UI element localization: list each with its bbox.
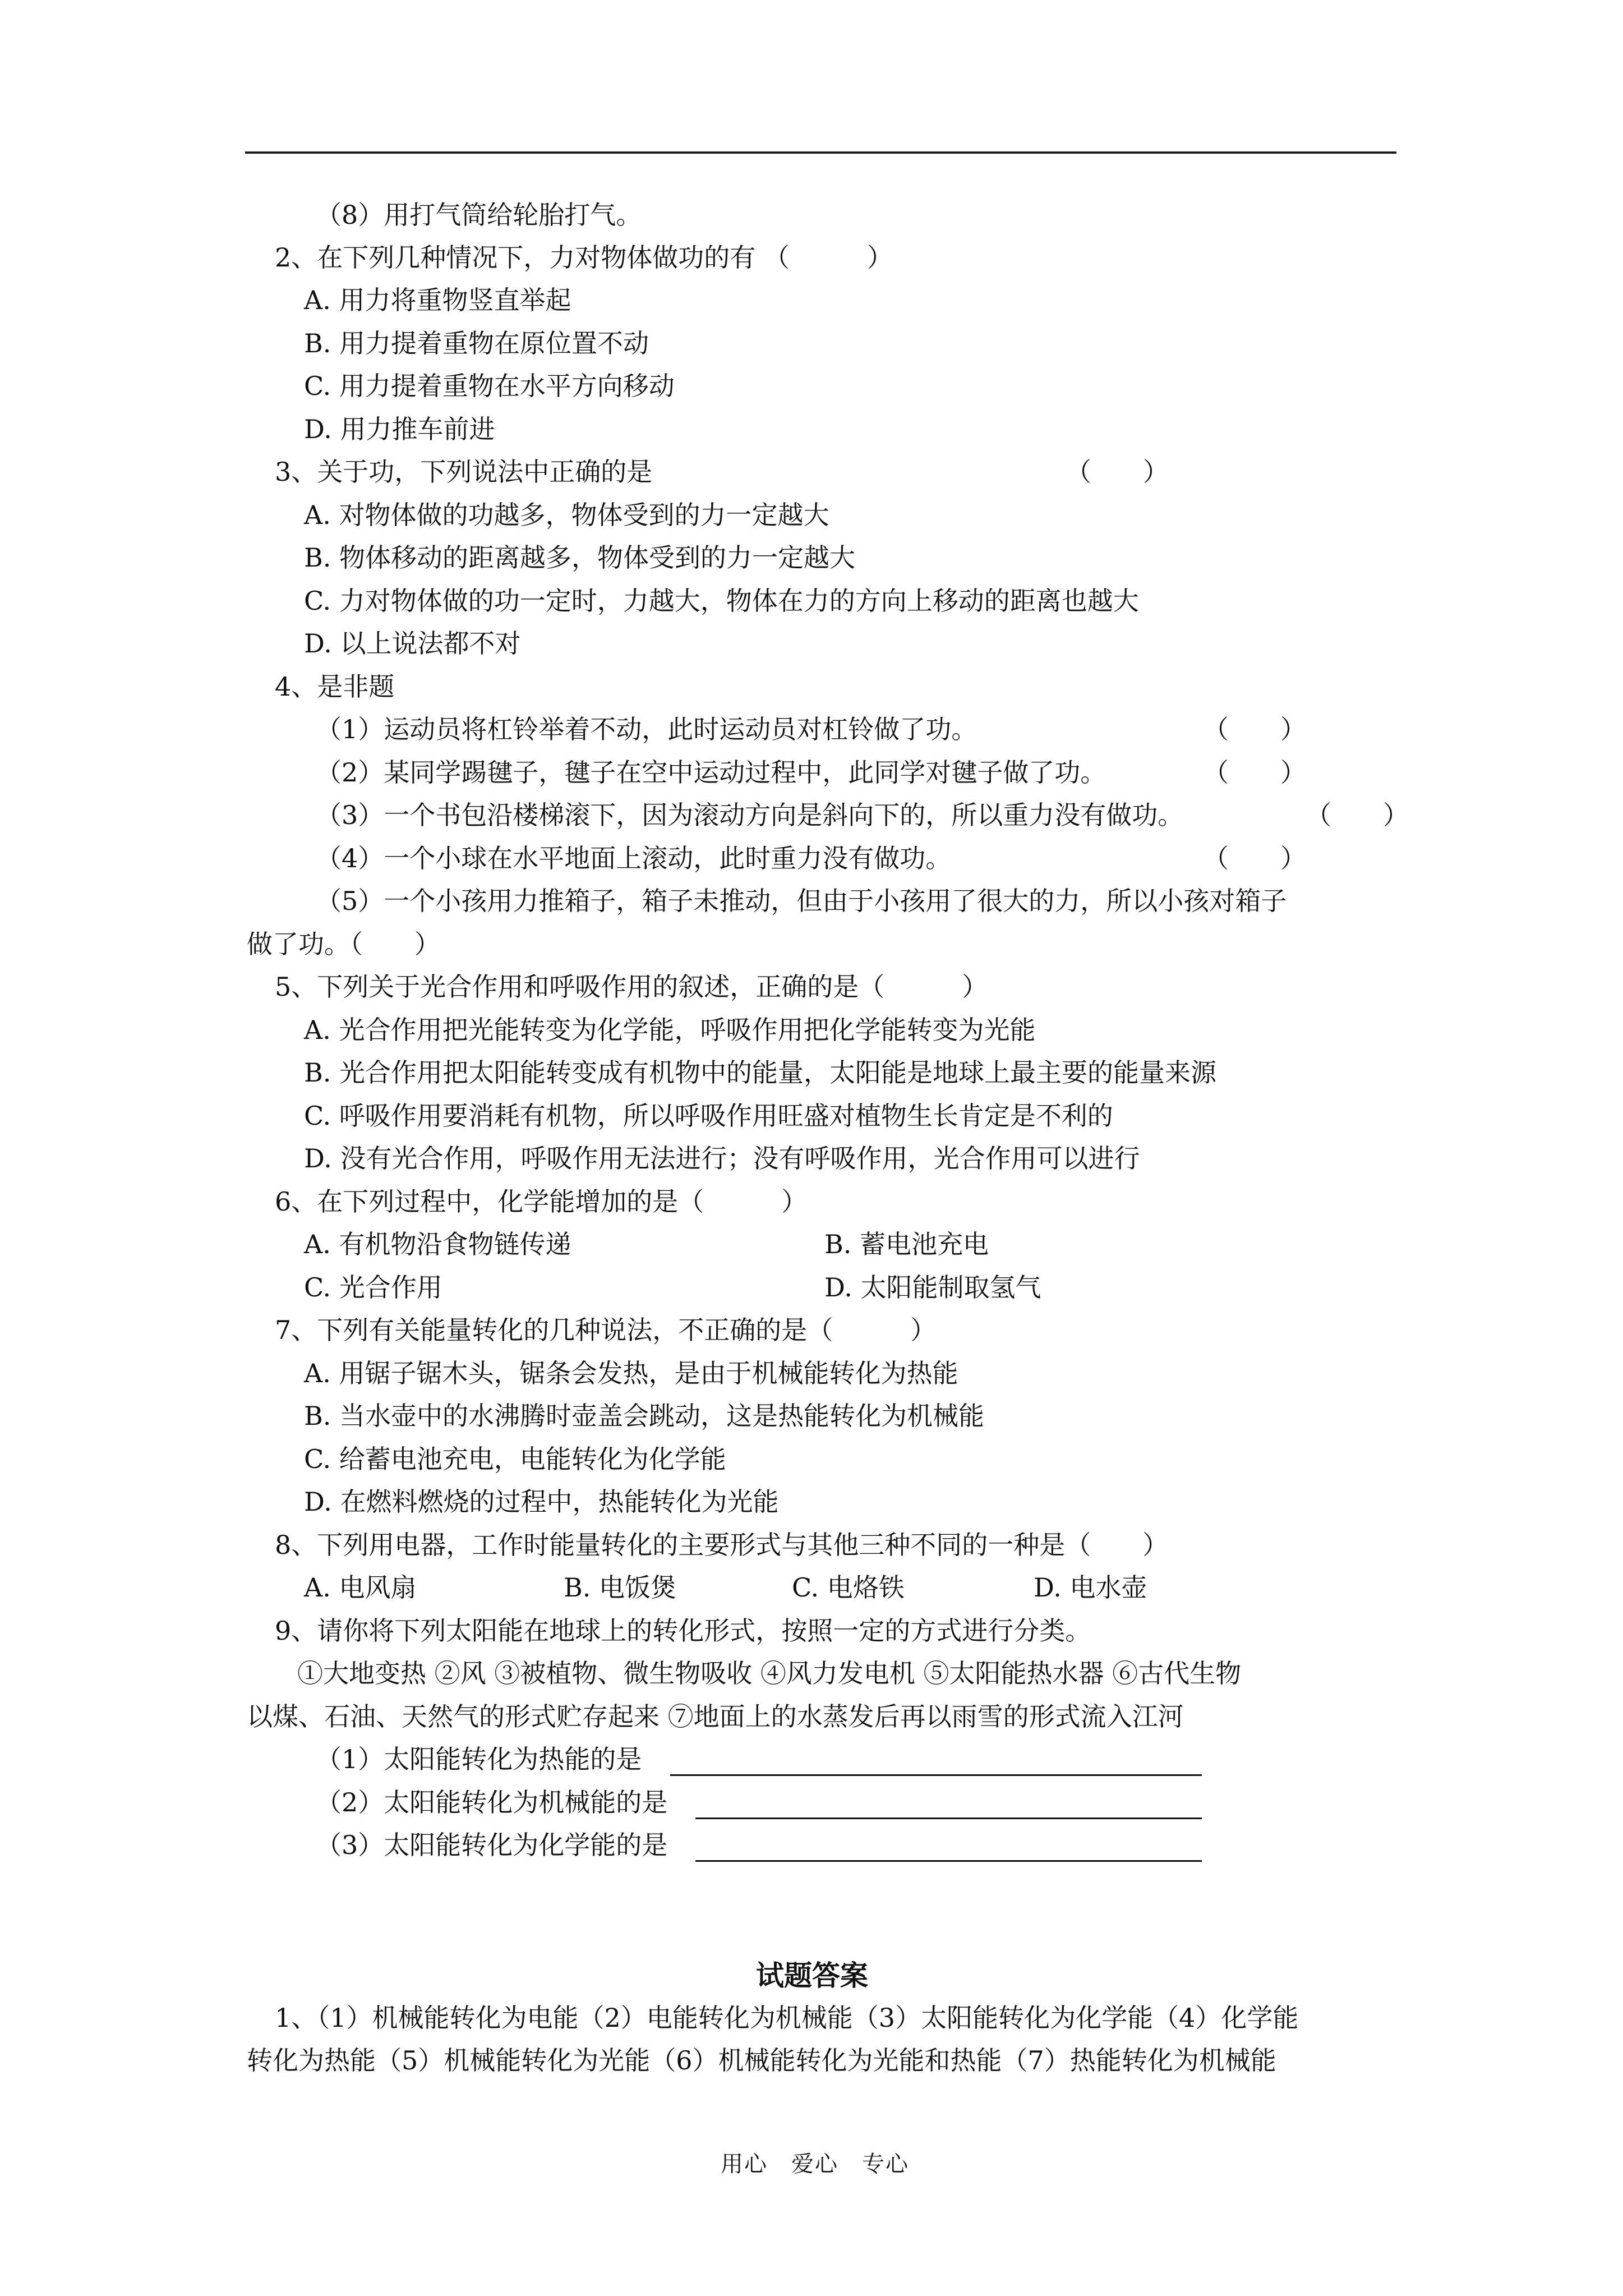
- q4-item-4-paren: （ ）: [1203, 843, 1306, 873]
- q4-stem: 4、是非题: [275, 671, 395, 702]
- q8-option-b: B. 电饭煲: [564, 1572, 677, 1603]
- q5-option-c: C. 呼吸作用要消耗有机物，所以呼吸作用旺盛对植物生长肯定是不利的: [304, 1101, 1113, 1131]
- q2-stem: 2、在下列几种情况下，力对物体做功的有 （ ）: [275, 242, 893, 273]
- q6-stem: 6、在下列过程中，化学能增加的是（ ）: [275, 1186, 808, 1217]
- q7-option-a: A. 用锯子锯木头，锯条会发热，是由于机械能转化为热能: [304, 1358, 958, 1388]
- q2-option-d: D. 用力推车前进: [304, 414, 495, 444]
- q3-answer-paren: （ ）: [1066, 457, 1169, 487]
- q5-stem: 5、下列关于光合作用和呼吸作用的叙述，正确的是（ ）: [275, 972, 988, 1002]
- q5-option-a: A. 光合作用把光能转变为化学能，呼吸作用把化学能转变为光能: [304, 1015, 1036, 1045]
- q6-option-c: C. 光合作用: [304, 1272, 442, 1303]
- header-rule: [245, 151, 1396, 154]
- q3-option-d: D. 以上说法都不对: [304, 628, 521, 659]
- q7-option-b: B. 当水壶中的水沸腾时壶盖会跳动，这是热能转化为机械能: [304, 1401, 985, 1431]
- q7-option-c: C. 给蓄电池充电，电能转化为化学能: [304, 1444, 726, 1474]
- q2-option-a: A. 用力将重物竖直举起: [304, 285, 571, 315]
- answers-title: 试题答案: [756, 1959, 868, 1992]
- q4-item-5-line-2: 做了功。（ ）: [247, 929, 440, 959]
- q8-option-a: A. 电风扇: [304, 1572, 417, 1603]
- page-footer: 用心 爱心 专心: [721, 2151, 909, 2177]
- q4-item-3-paren: （ ）: [1306, 800, 1409, 830]
- q6-option-b: B. 蓄电池充电: [824, 1229, 989, 1259]
- q9-sub-1-answer-blank[interactable]: [670, 1774, 1202, 1776]
- answers-line-1: 1、（1）机械能转化为电能（2）电能转化为机械能（3）太阳能转化为化学能（4）化学能: [275, 2003, 1299, 2033]
- q6-option-d: D. 太阳能制取氢气: [824, 1272, 1041, 1303]
- answers-line-2: 转化为热能（5）机械能转化为光能（6）机械能转化为光能和热能（7）热能转化为机械能: [247, 2045, 1276, 2076]
- q2-option-c: C. 用力提着重物在水平方向移动: [304, 371, 675, 401]
- q9-stem: 9、请你将下列太阳能在地球上的转化形式，按照一定的方式进行分类。: [275, 1616, 1091, 1646]
- q4-item-5-line-1: （5）一个小孩用力推箱子，箱子未推动，但由于小孩用了很大的力，所以小孩对箱子: [316, 886, 1287, 916]
- q3-option-c: C. 力对物体做的功一定时，力越大，物体在力的方向上移动的距离也越大: [304, 586, 1139, 616]
- q4-item-1: （1）运动员将杠铃举着不动，此时运动员对杠铃做了功。: [316, 714, 978, 744]
- q5-option-b: B. 光合作用把太阳能转变成有机物中的能量，太阳能是地球上最主要的能量来源: [304, 1057, 1217, 1088]
- q6-option-a: A. 有机物沿食物链传递: [304, 1229, 571, 1259]
- q8-option-c: C. 电烙铁: [792, 1572, 905, 1603]
- q5-option-d: D. 没有光合作用，呼吸作用无法进行；没有呼吸作用，光合作用可以进行: [304, 1143, 1140, 1174]
- q1-item-8: （8）用打气筒给轮胎打气。: [316, 200, 642, 230]
- q4-item-2-paren: （ ）: [1203, 757, 1306, 788]
- q4-item-2: （2）某同学踢毽子，毽子在空中运动过程中，此同学对毽子做了功。: [316, 757, 1106, 788]
- q4-item-4: （4）一个小球在水平地面上滚动，此时重力没有做功。: [316, 843, 952, 873]
- q3-stem: 3、关于功，下列说法中正确的是: [275, 457, 653, 487]
- q7-option-d: D. 在燃料燃烧的过程中，热能转化为光能: [304, 1487, 779, 1517]
- q9-list-line-2: 以煤、石油、天然气的形式贮存起来 ⑦地面上的水蒸发后再以雨雪的形式流入江河: [247, 1701, 1184, 1732]
- q9-sub-3-label: （3）太阳能转化为化学能的是: [316, 1830, 668, 1860]
- q4-item-3: （3）一个书包沿楼梯滚下，因为滚动方向是斜向下的，所以重力没有做功。: [316, 800, 1184, 830]
- q4-item-1-paren: （ ）: [1203, 714, 1306, 744]
- q3-option-b: B. 物体移动的距离越多，物体受到的力一定越大: [304, 542, 856, 573]
- q9-list-line-1: ①大地变热 ②风 ③被植物、微生物吸收 ④风力发电机 ⑤太阳能热水器 ⑥古代生物: [297, 1658, 1242, 1688]
- q2-option-b: B. 用力提着重物在原位置不动: [304, 328, 649, 358]
- q8-stem: 8、下列用电器，工作时能量转化的主要形式与其他三种不同的一种是（ ）: [275, 1530, 1169, 1560]
- q9-sub-3-answer-blank[interactable]: [695, 1860, 1202, 1862]
- q7-stem: 7、下列有关能量转化的几种说法，不正确的是（ ）: [275, 1315, 937, 1345]
- q9-sub-2-answer-blank[interactable]: [695, 1818, 1202, 1819]
- q3-option-a: A. 对物体做的功越多，物体受到的力一定越大: [304, 500, 829, 530]
- q9-sub-2-label: （2）太阳能转化为机械能的是: [316, 1787, 668, 1818]
- q8-option-d: D. 电水壶: [1034, 1572, 1147, 1603]
- q9-sub-1-label: （1）太阳能转化为热能的是: [316, 1744, 642, 1774]
